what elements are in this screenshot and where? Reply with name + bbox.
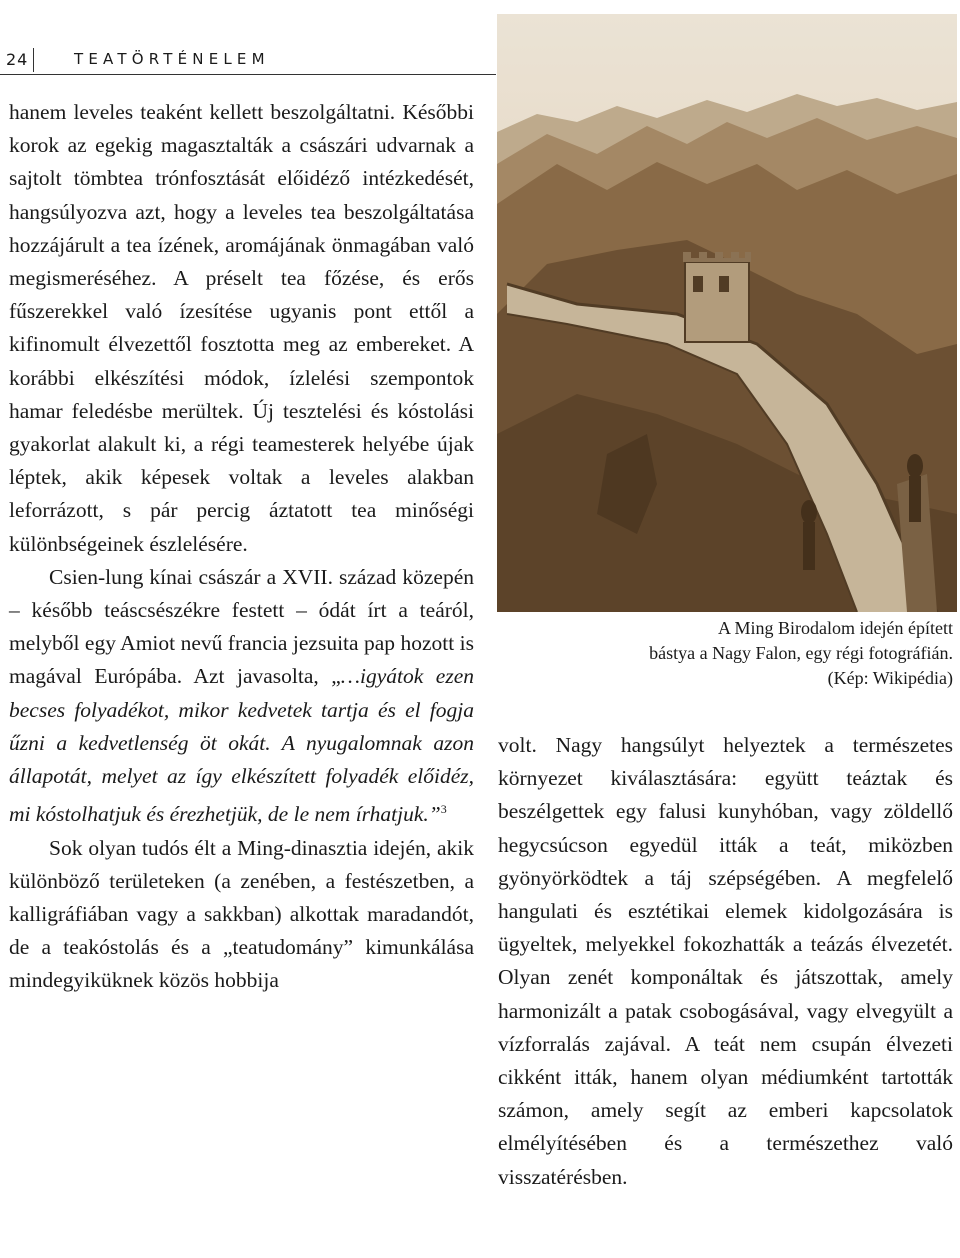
photo-caption: [497, 616, 953, 691]
paragraph: hanem leveles teaként kellett beszolgáltatni. Későbbi korok az egekig magasztalták a császári udvarnak a sajtolt tömbtea trónfosztását előidéző intézkedését, hangsúlyozva azt, hogy a leveles tea beszolgáltatása hozzájárult a tea ízének, aromájának önmagában való megismeréséhez. A préselt tea főzése, és erős fűszerekkel való ízesítése ugyanis pont ettől a kifinomult élvezettől fosztotta meg az embereket. A korábbi elkészítési módok, ízlelési szempontok hamar feledésbe merültek. Új tesztelési és kóstolási gyakorlat alakult ki, a régi teamesterek helyébe újak léptek, akik képesek voltak a leveles alakban leforrázott, s pár percig áztatott tea minőségi különbségeinek észlelésére.: [9, 100, 474, 556]
caption-credit: (Kép: Wikipédia): [827, 668, 953, 688]
emperor-quote: …igyátok ezen becses folyadékot, mikor kedvetek tartja és el fogja űzni a kedvetlenség öt okát. A nyugalomnak azon állapotát, melyet az így elkészített folyadék előidéz, mi kóstolhatjuk és érezhetjük, de le nem írhatjuk.: [9, 664, 474, 827]
paragraph-with-quote: [9, 561, 474, 832]
paragraph: Sok olyan tudós élt a Ming-dinasztia idején, akik különböző területeken (a zenében, a festészetben, a kalligráfiában vagy a sakkban) alkottak maradandót, de a teakóstolás és a „teatudomány” kimunkálása mindegyiküknek közös hobbija: [9, 835, 474, 993]
left-text-column: [9, 96, 474, 998]
quote-close-mark: ”: [428, 802, 441, 827]
great-wall-photo: [497, 14, 957, 612]
paragraph: volt. Nagy hangsúlyt helyeztek a természetes környezet kiválasztására: együtt teáztak és beszélgettek egy falusi kunyhóban, vagy zöldellő hegycsúcson egyedül itták a teát, miközben gyönyörködtek a táj szépségében. A megfelelő hangulati és esztétikai elemek kidolgozására is ügyeltek, melyekkel fokozhatták a teázás élvezetét. Olyan zenét komponáltak és játszottak, amely harmonizált a patak csobogásával, vagy elvegyült a vízforralás zajával. A teát nem csupán élvezeti cikként itták, hanem olyan médiumként tartották számon, amely segít az emberi kapcsolatok elmélyítésében és a természethez való visszatérésben.: [498, 733, 953, 1189]
paragraph-text: Csien-lung kínai császár a XVII. század közepén – később teáscsészékre festett – ódát írt a teáról, melyből egy Amiot nevű francia jezsuita pap hozott is magával Európába. Azt javasolta, „: [9, 564, 474, 689]
section-title: TEATÖRTÉNELEM: [74, 50, 270, 68]
page-number: 24: [6, 50, 29, 69]
running-header: [0, 48, 496, 75]
great-wall-illustration: [497, 14, 957, 612]
right-text-column: [498, 729, 953, 1194]
caption-line: bástya a Nagy Falon, egy régi fotográfián.: [649, 643, 953, 663]
caption-line: A Ming Birodalom idején épített: [718, 618, 953, 638]
footnote-marker: 3: [440, 802, 447, 817]
header-divider: [33, 48, 34, 72]
